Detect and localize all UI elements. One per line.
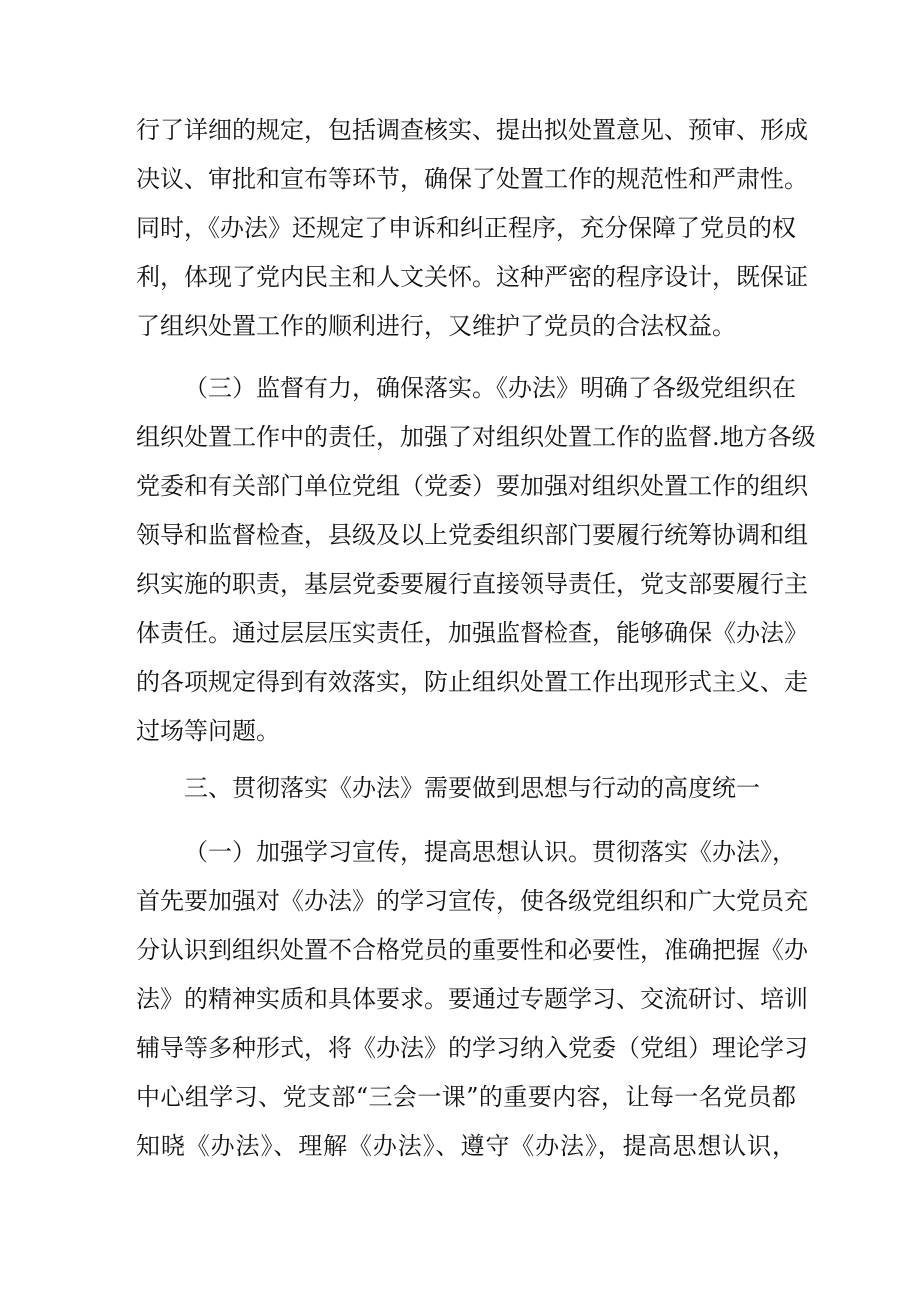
text-line: （三）监督有力，确保落实。《办法》明确了各级党组织在 [184, 374, 796, 402]
paragraph-procedure [136, 106, 808, 351]
text-line: 的各项规定得到有效落实，防止组织处置工作出现形式主义、走 [136, 668, 808, 696]
text-line: 知晓《办法》、理解《办法》、遵守《办法》，提高思想认识， [136, 1132, 796, 1160]
text-line: （一）加强学习宣传，提高思想认识。贯彻落实《办法》， [184, 838, 796, 866]
text-line: 组织处置工作中的责任，加强了对组织处置工作的监督.地方各级 [136, 423, 816, 451]
text-line: 织实施的职责，基层党委要履行直接领导责任，党支部要履行主 [136, 570, 808, 598]
text-line: 法》的精神实质和具体要求。要通过专题学习、交流研讨、培训 [136, 985, 808, 1013]
text-line: 利，体现了党内民主和人文关怀。这种严密的程序设计，既保证 [136, 263, 808, 291]
text-line: 辅导等多种形式，将《办法》的学习纳入党委（党组）理论学习 [136, 1034, 808, 1062]
text-line: 了组织处置工作的顺利进行，又维护了党员的合法权益。 [136, 312, 736, 340]
text-line: 决议、审批和宣布等环节，确保了处置工作的规范性和严肃性。 [136, 165, 808, 193]
text-line: 分认识到组织处置不合格党员的重要性和必要性，准确把握《办 [136, 936, 808, 964]
text-line: 同时，《办法》还规定了申诉和纠正程序，充分保障了党员的权 [136, 214, 796, 242]
text-line: 中心组学习、党支部“三会一课”的重要内容，让每一名党员都 [136, 1083, 796, 1111]
paragraph-supervision [136, 364, 816, 756]
section-heading-text: 三、贯彻落实《办法》需要做到思想与行动的高度统一 [184, 774, 760, 802]
text-line: 党委和有关部门单位党组（党委）要加强对组织处置工作的组织 [136, 472, 808, 500]
text-line: 过场等问题。 [136, 717, 280, 745]
section-heading [136, 764, 796, 813]
text-line: 领导和监督检查，县级及以上党委组织部门要履行统筹协调和组 [136, 521, 808, 549]
paragraph-study-promotion [136, 828, 808, 1171]
text-line: 体责任。通过层层压实责任，加强监督检查，能够确保《办法》 [136, 619, 808, 647]
text-line: 首先要加强对《办法》的学习宣传，使各级党组织和广大党员充 [136, 887, 808, 915]
text-line: 行了详细的规定，包括调查核实、提出拟处置意见、预审、形成 [136, 116, 808, 144]
